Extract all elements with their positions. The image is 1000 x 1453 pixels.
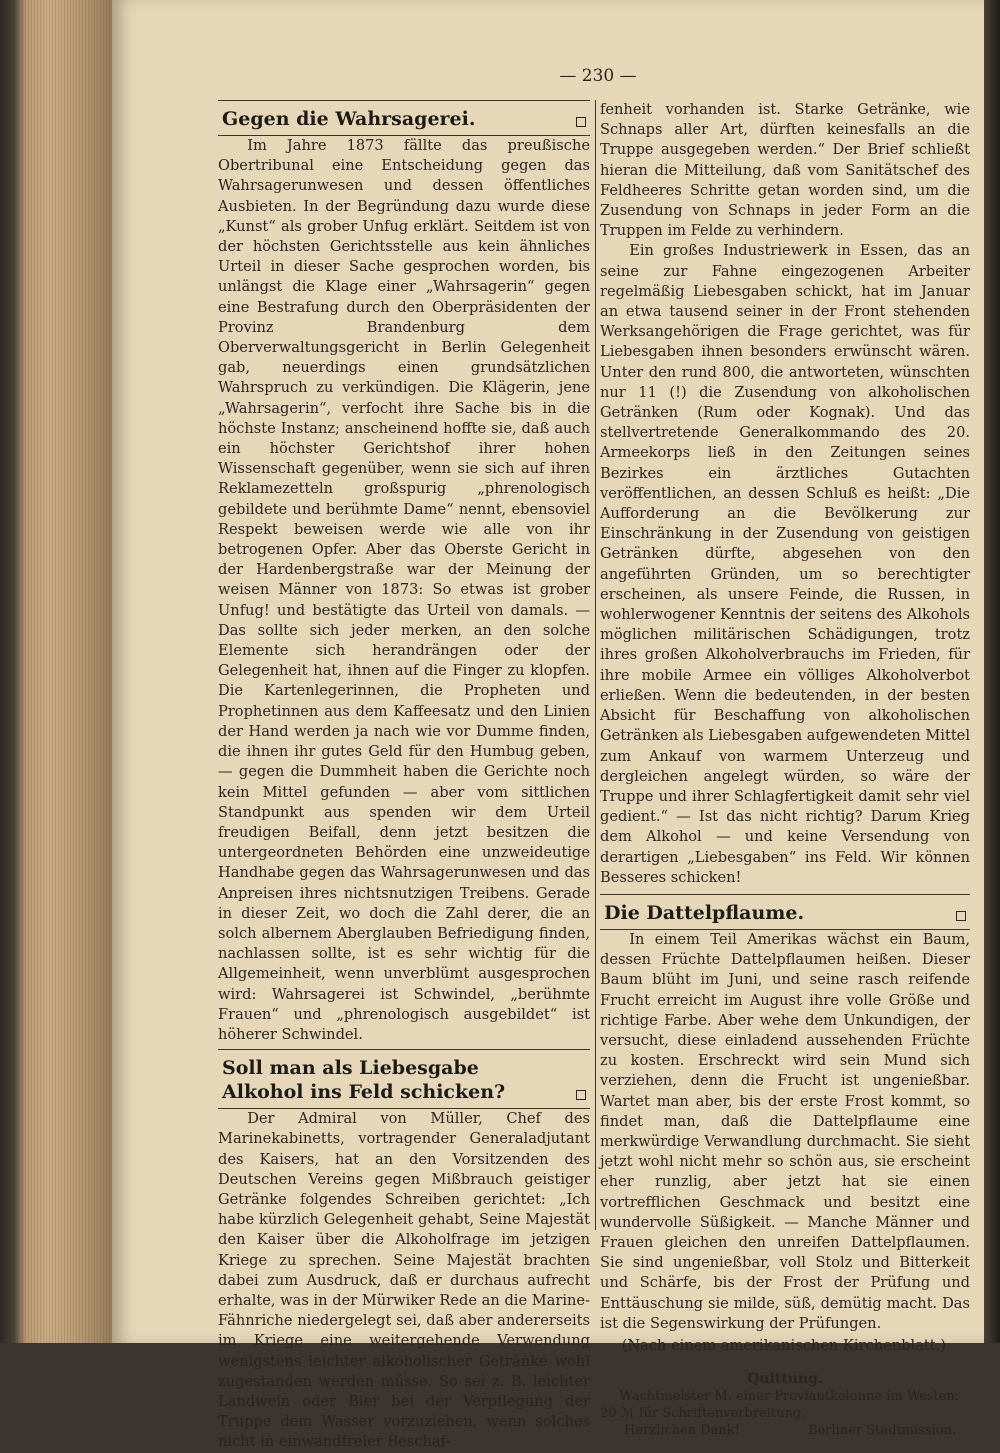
section-rule — [600, 1362, 970, 1363]
receipt-title: Quittung. — [747, 1371, 823, 1388]
square-ornament-icon — [576, 1090, 586, 1100]
book-page-edges — [0, 0, 118, 1343]
page-number: — 230 — — [559, 66, 637, 86]
right-column — [600, 100, 970, 1439]
receipt-line: Wachtmeister M. einer Proviantkolonne im Westen: 20 ℳ für Schriftenverbreitung. — [600, 1389, 960, 1422]
receipt-footer — [600, 1422, 970, 1439]
article-title-text: Gegen die Wahrsagerei. — [222, 108, 476, 130]
article-paragraph: Der Admiral von Müller, Chef des Marinekabinetts, vortragender Generaladjutant des Kaisers, hat an den Vorsitzenden des Deutschen Vereins gegen Mißbrauch geistiger Getränke folgendes Schreiben gerichtet: „Ich habe kürzlich Gelegenheit gehabt, Seine Majestät den Kaiser über die Alkoholfrage im jetzigen Kriege zu sprechen. Seine Majestät brachten dabei zum Ausdruck, daß er durchaus aufrecht erhalte, was in der Mürwiker Rede an die Marine-Fähnriche niedergelegt sei, daß aber andererseits im Kriege eine weitergehende Verwendung wenigstens leichter alkoholischer Getränke wohl zugestanden werden müsse. So sei z. B. leichter Landwein oder Bier bei der Verpflegung der Truppe dem Wasser vorzuziehen, wenn solches nicht in einwandfreier Beschaf- — [218, 1110, 590, 1451]
square-ornament-icon — [956, 911, 966, 921]
left-column — [218, 100, 590, 1453]
book-binding-shadow — [984, 0, 1000, 1343]
square-ornament-icon — [576, 117, 586, 127]
article-title-text: Die Dattelpflaume. — [604, 901, 805, 924]
receipt-sender: Berliner Stadtmission. — [808, 1423, 956, 1439]
article-paragraph: fenheit vorhanden ist. Starke Getränke, wie Schnaps aller Art, dürften keinesfalls an die Truppe ausgegeben werden.“ Der Brief schließt hieran die Mitteilung, daß vom Sanitätschef des Feldheeres Schritte getan worden sind, um die Zusendung von Schnaps in jeder Form an die Truppen im Felde zu verhindern. — [600, 101, 970, 240]
article-title — [218, 101, 590, 135]
article-source: (Nach einem amerikanischen Kirchenblatt.) — [621, 1336, 946, 1354]
article-paragraph: Ein großes Industriewerk in Essen, das an seine zur Fahne eingezogenen Arbeiter regelmäßig Liebesgaben schickt, hat im Januar an etwa tausend seiner in der Front stehenden Werksangehörigen die Frage gerichtet, was für Liebesgaben ihnen besonders erwünscht wären. Unter den rund 800, die antworteten, wünschten nur 11 (!) die Zusendung von alkoholischen Getränken (Rum oder Kognak). Und das stellvertretende Generalkommando des 20. Armeekorps ließ in den Zeitungen seines Bezirkes ein ärztliches Gutachten veröffentlichen, an dessen Schluß es heißt: „Die Aufforderung an die Bevölkerung zur Einschränkung in der Zusendung von geistigen Getränken dürfte, abgesehen von den angeführten Gründen, um so berechtigter erscheinen, als unsere Feinde, die Russen, in wohlerwogener Kenntnis der seitens des Alkohols möglichen militärischen Schädigungen, trotz ihres großen Alkoholverbrauchs im Frieden, für ihre mobile Armee ein völliges Alkoholverbot erließen. Wenn die bedeutenden, in der besten Absicht für Beschaffung von alkoholischen Getränken als Liebesgaben aufgewendeten Mittel zum Ankauf von warmem Unterzeug und dergleichen angelegt würden, so wäre der Truppe und ihrer Schlagfertigkeit damit sehr viel gedient.“ — Ist das nicht richtig? Darum Krieg dem Alkohol — und keine Versendung von derartigen „Liebesgaben“ ins Feld. Wir können Besseres schicken! — [600, 242, 970, 886]
receipt-notice — [600, 1371, 970, 1439]
article-title — [218, 1050, 590, 1108]
receipt-thanks: Herzlichen Dank! — [624, 1423, 740, 1439]
article-paragraph: Im Jahre 1873 fällte das preußische Obertribunal eine Entscheidung gegen das Wahrsagerunwesen und dessen öffentliches Ausbieten. In der Begründung dazu wurde diese „Kunst“ als grober Unfug erklärt. Seitdem ist von der höchsten Gerichtsstelle aus kein ähnliches Urteil in dieser Sache gesprochen worden, bis unlängst die Klage einer „Wahrsagerin“ gegen eine Bestrafung durch den Oberpräsidenten der Provinz Brandenburg dem Oberverwaltungsgericht in Berlin Gelegenheit gab, neuerdings einen grundsätzlichen Wahrspruch zu verkündigen. Die Klägerin, jene „Wahrsagerin“, verfocht ihre Sache bis in die höchste Instanz; anscheinend hoffte sie, daß auch ein höchster Gerichtshof ihrer hohen Wissenschaft gegenüber, wenn sie sich auf ihren Reklamezetteln großspurig „phrenologisch gebildete und berühmte Dame“ nennt, ebensoviel Respekt beweisen werde wie alle von ihr betrogenen Opfer. Aber das Oberste Gericht in der Hardenbergstraße war der Meinung der weisen Männer von 1873: So etwas ist grober Unfug! und bestätigte das Urteil von damals. — Das sollte sich jeder merken, an den solche Elemente sich herandrängen oder der Gelegenheit hat, ihnen auf die Finger zu klopfen. Die Kartenlegerinnen, die Propheten und Prophetinnen aus dem Kaffeesatz und den Linien der Hand werden ja nach wie vor Dumme finden, die ihnen ihr gutes Geld für den Humbug geben, — gegen die Dummheit haben die Gerichte noch kein Mittel gefunden — aber vom sittlichen Standpunkt aus spenden wir dem Urteil freudigen Beifall, denn jetzt besitzen die untergeordneten Behörden eine unzweideutige Handhabe gegen das Wahrsagerunwesen und das Anpreisen ihres nichtsnutzigen Treibens. Gerade in dieser Zeit, wo doch die Zahl derer, die an solch albernem Aberglauben Befriedigung finden, nachlassen sollte, ist es sehr wichtig für die Allgemeinheit, wenn unverblümt ausgesprochen wird: Wahrsagerei ist Schwindel, „berühmte Frauen“ und „phrenologisch ausgebildet“ ist höherer Schwindel. — [218, 137, 590, 1043]
article-title-text: Soll man als Liebesgabe Alkohol ins Feld schicken? — [222, 1057, 506, 1104]
article-title — [600, 895, 970, 929]
column-divider — [595, 100, 596, 1230]
article-paragraph: In einem Teil Amerikas wächst ein Baum, dessen Früchte Dattelpflaumen heißen. Dieser Baum blüht im Juni, und seine rasch reifende Frucht erreicht im August ihre volle Größe und richtige Farbe. Aber wehe dem Unkundigen, der versucht, diese einladend aussehenden Früchte zu kosten. Erschreckt wird sein Mund sich verziehen, denn die Frucht ist ungenießbar. Wartet man aber, bis der erste Frost kommt, so findet man, daß die Dattelpflaume eine merkwürdige Verwandlung durchmacht. Sie sieht jetzt wohl nicht mehr so schön aus, sie erscheint eher runzlig, aber jetzt hat sie einen vortrefflichen Geschmack und besitzt eine wundervolle Süßigkeit. — Manche Männer und Frauen gleichen den unreifen Dattelpflaumen. Sie sind ungenießbar, voll Stolz und Bitterkeit und Schärfe, bis der Frost der Prüfung und Enttäuschung sie milde, süß, demütig macht. Das ist die Segenswirkung der Prüfungen. — [600, 930, 970, 1332]
